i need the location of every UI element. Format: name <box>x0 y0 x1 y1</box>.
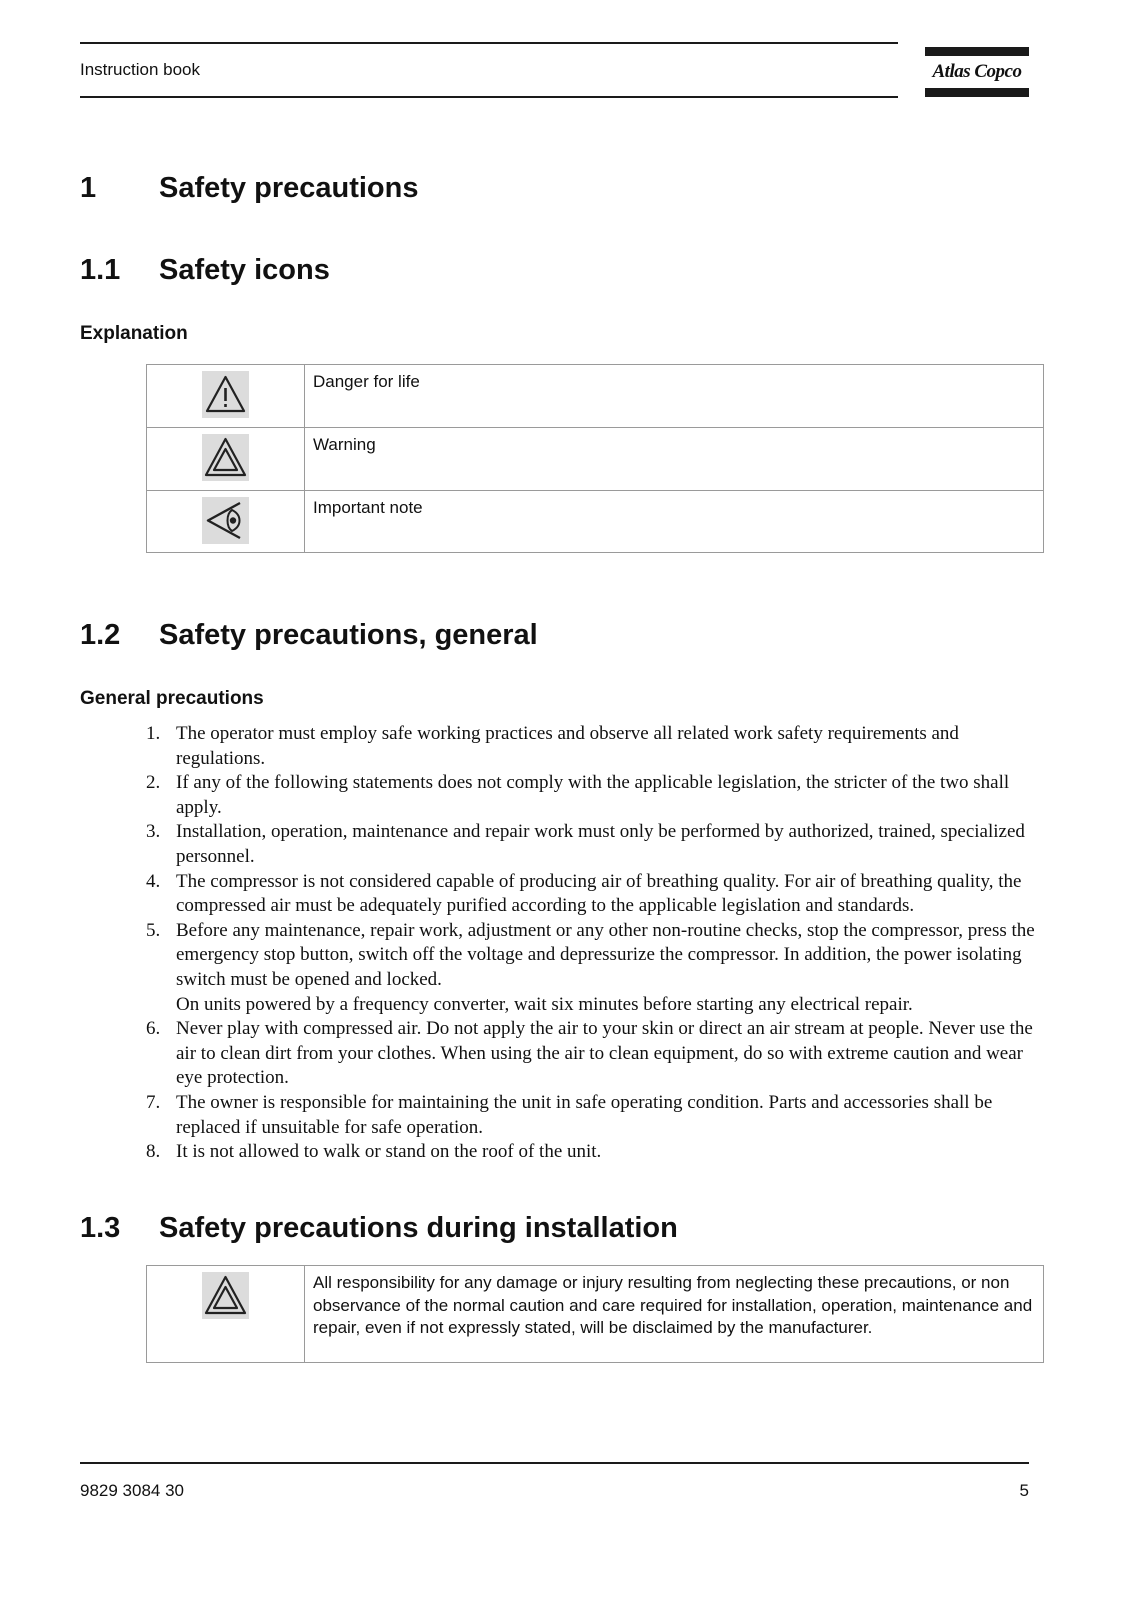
item-text: Installation, operation, maintenance and repair work must only be performed by authorized, trained, specialized personnel. <box>176 821 1025 867</box>
icon-cell <box>147 365 305 428</box>
header-bottom-rule <box>80 96 898 98</box>
warning-double-triangle-icon <box>202 1272 249 1319</box>
general-precautions-subheading: General precautions <box>80 688 264 709</box>
item-number: 5. <box>146 919 161 941</box>
icon-cell <box>147 1266 305 1363</box>
icon-label: Danger for life <box>305 365 1044 428</box>
atlas-copco-logo <box>925 47 1029 99</box>
list-item <box>146 771 1036 820</box>
list-item <box>146 1140 1036 1165</box>
item-number: 1. <box>146 723 161 744</box>
installation-notice-table <box>146 1265 1044 1363</box>
section-number: 1.2 <box>80 619 121 651</box>
list-item <box>146 820 1036 869</box>
item-number: 7. <box>146 1091 161 1113</box>
section-title: Safety precautions <box>159 172 419 204</box>
section-title: Safety icons <box>159 254 330 286</box>
header-top-rule <box>80 42 898 44</box>
icon-label: Important note <box>305 491 1044 553</box>
item-text: The operator must employ safe working practices and observe all related work safety requirements and regulations. <box>176 723 959 769</box>
item-text: Before any maintenance, repair work, adjustment or any other non-routine checks, stop the compressor, press the emergency stop button, switch off the voltage and depressurize the compressor. In addition, the power isolating switch must be opened and locked. <box>176 919 1035 990</box>
table-row <box>147 428 1044 491</box>
general-precautions-list <box>146 722 1036 1165</box>
section-1-heading <box>80 172 418 205</box>
table-row <box>147 365 1044 428</box>
notice-text: All responsibility for any damage or injury resulting from neglecting these precautions, or non observance of the normal caution and care required for installation, operation, maintenance and repair, even if not expressly stated, will be disclaimed by the manufacturer. <box>305 1266 1044 1363</box>
danger-exclamation-triangle-icon <box>202 371 249 418</box>
explanation-subheading: Explanation <box>80 323 188 344</box>
section-number: 1 <box>80 172 97 204</box>
header-title: Instruction book <box>80 60 201 79</box>
footer-rule <box>80 1462 1029 1464</box>
page-number: 5 <box>1019 1481 1029 1500</box>
section-1-2-heading <box>80 619 538 652</box>
list-item <box>146 1017 1036 1091</box>
list-item <box>146 919 1036 1017</box>
section-number: 1.3 <box>80 1212 121 1244</box>
item-number: 8. <box>146 1141 161 1163</box>
item-number: 6. <box>146 1018 161 1040</box>
important-note-eye-icon <box>202 497 249 544</box>
icon-label: Warning <box>305 428 1044 491</box>
table-row <box>147 491 1044 553</box>
item-number: 2. <box>146 772 161 794</box>
logo-wordmark: Atlas Copco <box>932 61 1022 82</box>
list-item <box>146 1091 1036 1140</box>
list-item <box>146 722 1036 771</box>
item-extra-text: On units powered by a frequency converter, wait six minutes before starting any electrical repair. <box>176 993 913 1015</box>
item-text: It is not allowed to walk or stand on the roof of the unit. <box>176 1141 602 1163</box>
item-text: If any of the following statements does not comply with the applicable legislation, the stricter of the two shall apply. <box>176 772 1010 818</box>
item-text: Never play with compressed air. Do not apply the air to your skin or direct an air stream at people. Never use the air to clean dirt from your clothes. When using the air to clean equipment, do so with extreme caution and wear eye protection. <box>176 1018 1033 1089</box>
item-text: The compressor is not considered capable of producing air of breathing quality. For air of breathing quality, the compressed air must be adequately purified according to the applicable legislation and standards. <box>176 870 1022 917</box>
document-number: 9829 3084 30 <box>80 1481 184 1500</box>
section-title: Safety precautions during installation <box>159 1212 678 1244</box>
item-text: The owner is responsible for maintaining the unit in safe operating condition. Parts and accessories shall be replaced if unsuitable for safe operation. <box>176 1091 993 1138</box>
section-1-1-heading <box>80 254 330 287</box>
section-title: Safety precautions, general <box>159 619 538 651</box>
list-item <box>146 870 1036 919</box>
item-number: 3. <box>146 821 161 843</box>
section-1-3-heading <box>80 1212 678 1245</box>
item-number: 4. <box>146 870 161 892</box>
table-row <box>147 1266 1044 1363</box>
section-number: 1.1 <box>80 254 121 286</box>
warning-double-triangle-icon <box>202 434 249 481</box>
icon-cell <box>147 491 305 553</box>
safety-icons-table <box>146 364 1044 553</box>
icon-cell <box>147 428 305 491</box>
